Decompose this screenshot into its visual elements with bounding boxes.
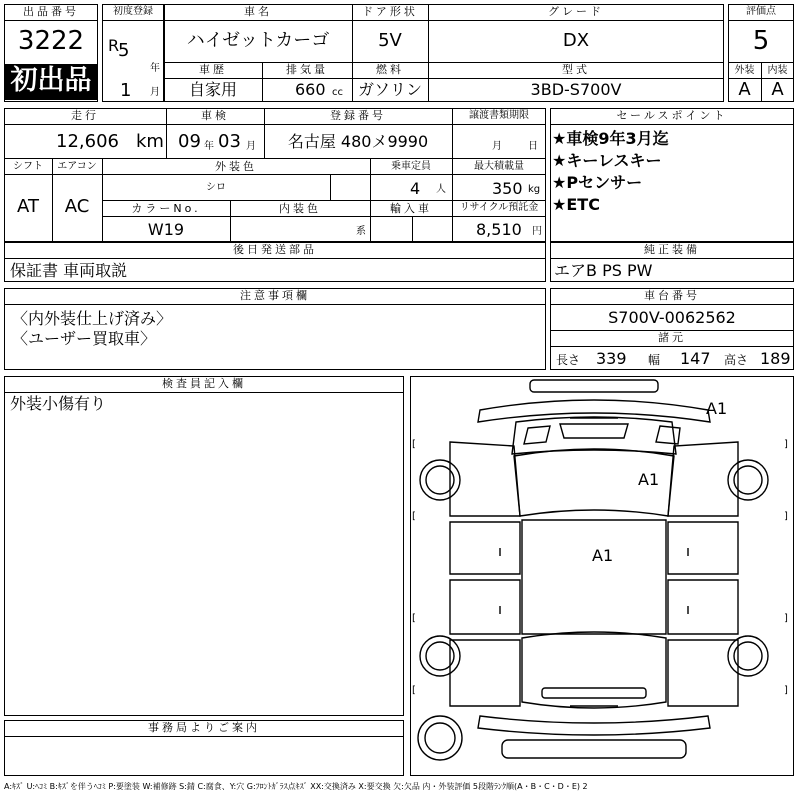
mileage-unit: km bbox=[136, 131, 164, 152]
chassis-number: S700V-0062562 bbox=[608, 308, 736, 327]
interior-color-unit: 系 bbox=[356, 226, 366, 237]
month-unit: 月 bbox=[150, 87, 160, 98]
year-unit: 年 bbox=[150, 63, 160, 74]
inspection-header: 車検 bbox=[201, 109, 229, 122]
height: 189 bbox=[760, 349, 791, 368]
height-label: 高さ bbox=[724, 353, 749, 367]
aircon: AC bbox=[64, 196, 90, 217]
car-name: ハイゼットカーゴ bbox=[186, 30, 330, 51]
shift: AT bbox=[17, 196, 39, 217]
dims-header: 諸元 bbox=[658, 331, 686, 344]
color-no-header: カラーNo. bbox=[131, 202, 201, 215]
damage-mark-2: A1 bbox=[638, 470, 660, 489]
capacity-header: 乗車定員 bbox=[391, 161, 431, 172]
import-header: 輸入車 bbox=[390, 202, 432, 215]
exterior-grade: A bbox=[738, 79, 751, 100]
interior-grade: A bbox=[771, 79, 784, 100]
interior-grade-header: 内装 bbox=[767, 65, 788, 76]
inspection-year: 09 bbox=[178, 131, 201, 152]
bracket-right-2: ] bbox=[784, 511, 788, 522]
shift-header: シフト bbox=[13, 161, 43, 172]
transfer-day-unit: 日 bbox=[528, 141, 538, 152]
color-no: W19 bbox=[147, 220, 185, 239]
bracket-right-4: ] bbox=[784, 685, 788, 696]
inspection-month: 03 bbox=[218, 131, 241, 152]
capacity-unit: 人 bbox=[436, 184, 446, 195]
registration-number: 名古屋 480メ9990 bbox=[287, 132, 429, 151]
notes-header: 注意事項欄 bbox=[240, 289, 310, 302]
exterior-color-header: 外装色 bbox=[215, 160, 257, 173]
sales-point-1: ★車検9年3月迄 bbox=[552, 129, 669, 148]
options: エアB PS PW bbox=[554, 261, 653, 280]
damage-mark-1: A1 bbox=[706, 399, 728, 418]
inspection-month-unit: 月 bbox=[246, 141, 256, 152]
door-type: 5V bbox=[378, 30, 402, 51]
transfer-deadline-header: 譲渡書類期限 bbox=[469, 110, 529, 121]
sales-point-2: ★キーレスキー bbox=[552, 151, 662, 170]
legend: A:ｷｽﾞ U:ﾍｺﾐ B:ｷｽﾞを伴うﾍｺﾐ P:要塗装 W:補修跡 S:錆 C:腐食、Y:穴 G:ﾌﾛﾝﾄｶﾞﾗｽ点ｷｽﾞ XX:交換済み X:要交換 欠:欠品 内・外装評価 5段階ﾗﾝｸ順(A・B・C・D・E) 2 bbox=[4, 782, 588, 791]
exterior-grade-header: 外装 bbox=[734, 65, 755, 76]
width: 147 bbox=[680, 349, 711, 368]
mileage-header: 走行 bbox=[71, 109, 99, 122]
max-load: 350 bbox=[492, 179, 523, 198]
history-header: 車歴 bbox=[199, 63, 227, 76]
displacement: 660 bbox=[295, 80, 326, 99]
first-registration-month: 1 bbox=[120, 80, 132, 101]
first-listing-badge: 初出品 bbox=[5, 64, 97, 100]
max-load-header: 最大積載量 bbox=[474, 161, 524, 172]
exterior-color: シロ bbox=[206, 182, 226, 193]
mileage: 12,606 bbox=[56, 131, 119, 152]
note-line-2: 〈ユーザー買取車〉 bbox=[12, 329, 157, 348]
displacement-unit: cc bbox=[332, 87, 343, 98]
first-registration-header: 初度登録 bbox=[113, 6, 153, 17]
width-label: 幅 bbox=[648, 353, 661, 367]
max-load-unit: kg bbox=[528, 184, 541, 195]
inspector-header: 検査員記入欄 bbox=[162, 377, 246, 390]
inspector-box bbox=[4, 376, 404, 716]
bracket-right-3: ] bbox=[784, 613, 788, 624]
damage-mark-3: A1 bbox=[592, 546, 614, 565]
length-label: 長さ bbox=[556, 353, 581, 367]
capacity: 4 bbox=[410, 179, 421, 198]
length: 339 bbox=[596, 349, 627, 368]
first-registration-year: 5 bbox=[118, 40, 130, 61]
sales-points-header: セールスポイント bbox=[616, 109, 728, 122]
grade: DX bbox=[562, 30, 590, 51]
transfer-month-unit: 月 bbox=[492, 141, 502, 152]
inspector-note: 外装小傷有り bbox=[10, 394, 107, 413]
office-header: 事務局よりご案内 bbox=[148, 721, 260, 734]
interior-color-header: 内装色 bbox=[279, 202, 321, 215]
note-line-1: 〈内外装仕上げ済み〉 bbox=[12, 309, 173, 328]
lot-number-header: 出品番号 bbox=[23, 5, 79, 18]
fuel: ガソリン bbox=[357, 80, 422, 99]
bracket-left-3: [ bbox=[412, 613, 416, 624]
car-diagram bbox=[410, 376, 794, 776]
options-header: 純正装備 bbox=[644, 243, 700, 256]
history: 自家用 bbox=[188, 80, 237, 99]
first-registration-era: R bbox=[108, 36, 120, 55]
displacement-header: 排気量 bbox=[286, 63, 328, 76]
lot-number: 3222 bbox=[17, 26, 85, 56]
fuel-header: 燃料 bbox=[376, 63, 404, 76]
bracket-right-1: ] bbox=[784, 439, 788, 450]
later-parts-header: 後日発送部品 bbox=[233, 243, 317, 256]
inspection-year-unit: 年 bbox=[204, 141, 214, 152]
registration-header: 登録番号 bbox=[330, 109, 386, 122]
grade-header: グレード bbox=[548, 5, 604, 18]
score: 5 bbox=[752, 26, 770, 56]
car-name-header: 車名 bbox=[244, 5, 272, 18]
details-box bbox=[4, 108, 546, 242]
score-header: 評価点 bbox=[746, 6, 776, 17]
later-parts: 保証書 車両取説 bbox=[10, 261, 128, 280]
bracket-left-4: [ bbox=[412, 685, 416, 696]
door-header: ドア形状 bbox=[362, 5, 418, 18]
recycle-deposit: 8,510 bbox=[476, 220, 522, 239]
recycle-unit: 円 bbox=[532, 226, 542, 237]
sales-point-3: ★Pセンサー bbox=[552, 173, 643, 192]
model-code: 3BD-S700V bbox=[530, 80, 622, 99]
model-header: 型式 bbox=[562, 63, 590, 76]
chassis-header: 車台番号 bbox=[644, 289, 700, 302]
sales-point-4: ★ETC bbox=[552, 195, 600, 214]
aircon-header: エアコン bbox=[57, 161, 97, 172]
bracket-left-2: [ bbox=[412, 511, 416, 522]
bracket-left-1: [ bbox=[412, 439, 416, 450]
recycle-header: リサイクル預託金 bbox=[459, 202, 539, 213]
